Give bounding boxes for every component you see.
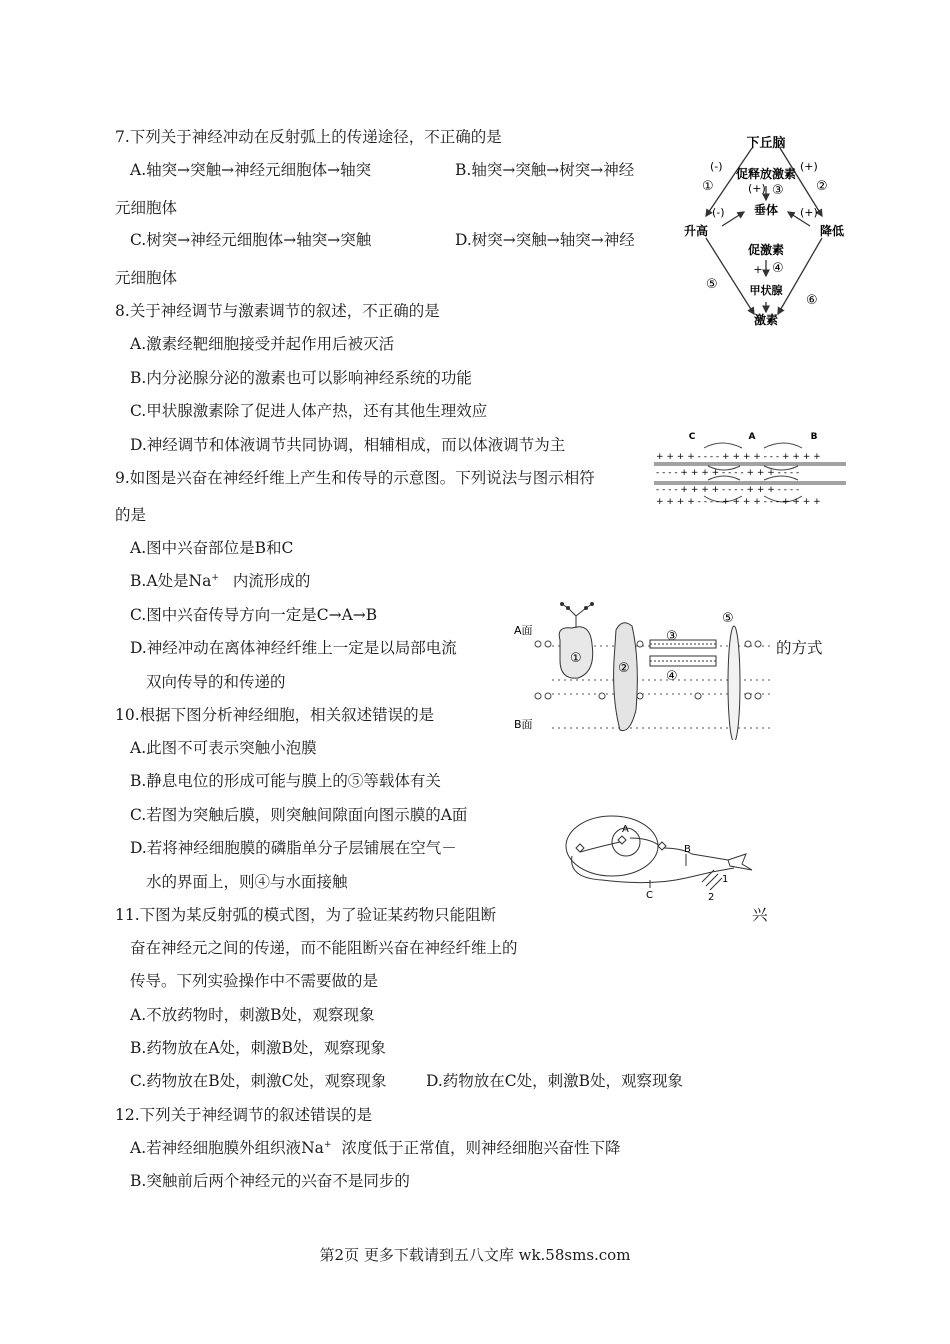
q8-stem: 8.关于神经调节与激素调节的叙述，不正确的是 xyxy=(115,302,440,320)
q10-option-c: C.若图为突触后膜，则突触间隙面向图示膜的A面 xyxy=(130,806,468,824)
q7-option-b: B.轴突→突触→树突→神经 xyxy=(455,161,635,179)
label-n4: ④ xyxy=(666,669,678,684)
label-a: A xyxy=(748,432,756,442)
q7-option-c: C.树突→神经元细胞体→轴突→突触 xyxy=(130,231,372,249)
q9-option-d-tail: 的方式 xyxy=(776,639,823,657)
q12-option-a xyxy=(130,1138,621,1158)
q11-stem: 11.下图为某反射弧的模式图，为了验证某药物只能阻断 xyxy=(115,906,497,924)
label-minus-2: (-) xyxy=(712,206,725,219)
label-plus-1: (+) xyxy=(800,160,818,173)
q11-stem-tail: 兴 xyxy=(752,906,768,924)
label-n6: ⑥ xyxy=(806,293,818,308)
q9-option-c: C.图中兴奋传导方向一定是C→A→B xyxy=(130,606,378,624)
svg-text:- - - - + + + + - - - - + + +: - - - - + + + + - - - - + + + - - - - xyxy=(656,485,800,495)
label-thyroid: 甲状腺 xyxy=(749,284,783,297)
svg-text:+ + + + - - - - + + + + - - -: + + + + - - - - + + + + - - - + + + + xyxy=(656,497,821,507)
q9-option-b-pre: B.A处是Na xyxy=(130,572,212,590)
q9-option-b-post: 内流形成的 xyxy=(232,572,311,590)
q11-option-a: A.不放药物时，刺激B处，观察现象 xyxy=(130,1006,375,1024)
svg-text:- - - - + + + + - - - - + + +: - - - - + + + + - - - - + + + - - - - xyxy=(656,468,800,478)
label-n1: ① xyxy=(702,179,714,194)
label-minus-1: (-) xyxy=(710,160,723,173)
label-fall: 降低 xyxy=(820,224,845,238)
q8-option-b: B.内分泌腺分泌的激素也可以影响神经系统的功能 xyxy=(130,369,472,387)
hormone-regulation-diagram xyxy=(682,134,850,330)
q11-stem-cont2: 传导。下列实验操作中不需要做的是 xyxy=(130,972,379,990)
label-a: A xyxy=(622,824,629,835)
label-n2: ② xyxy=(816,179,828,194)
q8-option-d: D.神经调节和体液调节共同协调，相辅相成，而以体液调节为主 xyxy=(130,436,566,454)
label-plus-sign: + xyxy=(753,263,763,276)
label-n3: ③ xyxy=(666,629,678,644)
reflex-arc-diagram xyxy=(562,808,762,904)
label-b: B xyxy=(684,844,691,855)
label-hypothalamus: 下丘脑 xyxy=(746,136,786,151)
q8-option-a: A.激素经靶细胞接受并起作用后被灭活 xyxy=(130,335,395,353)
label-n2: 2 xyxy=(708,892,715,903)
q9-stem-cont: 的是 xyxy=(115,506,147,524)
page-footer: 第2页 更多下载请到五八文库 wk.58sms.com xyxy=(319,1246,631,1264)
q9-option-d: D.神经冲动在离体神经纤维上一定是以局部电流 xyxy=(130,639,457,657)
q12-option-a-sup: + xyxy=(323,1139,332,1150)
q7-option-d: D.树突→突触→轴突→神经 xyxy=(455,231,635,249)
q10-option-d-cont: 水的界面上，则④与水面接触 xyxy=(146,873,348,891)
label-face-b: B面 xyxy=(514,718,533,731)
cell-membrane-diagram xyxy=(512,600,774,740)
q9-option-d-cont: 双向传导的和传递的 xyxy=(146,673,286,691)
label-pituitary: 垂体 xyxy=(753,203,779,217)
label-trh: 促释放激素 xyxy=(735,167,797,181)
label-n1: ① xyxy=(570,651,582,666)
label-n1: 1 xyxy=(722,874,729,885)
q8-option-c: C.甲状腺激素除了促进人体产热，还有其他生理效应 xyxy=(130,402,488,420)
label-rise: 升高 xyxy=(684,224,709,238)
q10-stem: 10.根据下图分析神经细胞，相关叙述错误的是 xyxy=(115,706,435,724)
q12-option-a-post: 浓度低于正常值，则神经细胞兴奋性下降 xyxy=(341,1139,621,1157)
svg-text:+ + + + - - - - + + + + - - -: + + + + - - - - + + + + - - - + + + + xyxy=(656,452,821,462)
q10-option-b: B.静息电位的形成可能与膜上的⑤等载体有关 xyxy=(130,772,441,790)
label-n4: ④ xyxy=(772,261,784,276)
q7-option-d-cont: 元细胞体 xyxy=(115,269,178,287)
label-n3: ③ xyxy=(772,183,784,198)
q7-stem: 7.下列关于神经冲动在反射弧上的传递途径，不正确的是 xyxy=(115,128,502,146)
label-b: B xyxy=(810,432,818,442)
label-n2: ② xyxy=(618,661,630,676)
label-face-a: A面 xyxy=(514,624,533,637)
label-tsh: 促激素 xyxy=(747,243,785,257)
label-n5: ⑤ xyxy=(706,277,718,292)
q9-stem: 9.如图是兴奋在神经纤维上产生和传导的示意图。下列说法与图示相符 xyxy=(115,469,595,487)
q11-option-b: B.药物放在A处，刺激B处，观察现象 xyxy=(130,1039,386,1057)
label-n5: ⑤ xyxy=(722,611,734,626)
q9-option-a: A.图中兴奋部位是B和C xyxy=(130,539,294,557)
q7-option-a: A.轴突→突触→神经元细胞体→轴突 xyxy=(130,161,372,179)
q10-option-a: A.此图不可表示突触小泡膜 xyxy=(130,739,317,757)
q9-option-b-sup: + xyxy=(211,572,219,583)
q9-option-b xyxy=(130,571,310,591)
q12-option-b: B.突触前后两个神经元的兴奋不是同步的 xyxy=(130,1172,410,1190)
label-c: C xyxy=(646,890,653,901)
nerve-fiber-diagram xyxy=(652,428,848,516)
q12-option-a-pre: A.若神经细胞膜外组织液Na xyxy=(130,1139,324,1157)
label-c: C xyxy=(688,432,696,442)
q11-stem-cont1: 奋在神经元之间的传递，而不能阻断兴奋在神经纤维上的 xyxy=(130,939,518,957)
q11-option-d: D.药物放在C处，刺激B处，观察现象 xyxy=(426,1072,684,1090)
q10-option-d: D.若将神经细胞膜的磷脂单分子层铺展在空气－ xyxy=(130,839,457,857)
label-hormone: 激素 xyxy=(753,313,779,327)
q12-stem: 12.下列关于神经调节的叙述错误的是 xyxy=(115,1106,373,1124)
q7-option-b-cont: 元细胞体 xyxy=(115,199,178,217)
label-plus-3: (+) xyxy=(800,206,818,219)
q11-option-c: C.药物放在B处，刺激C处，观察现象 xyxy=(130,1072,387,1090)
label-plus-2: (+) xyxy=(748,182,766,195)
